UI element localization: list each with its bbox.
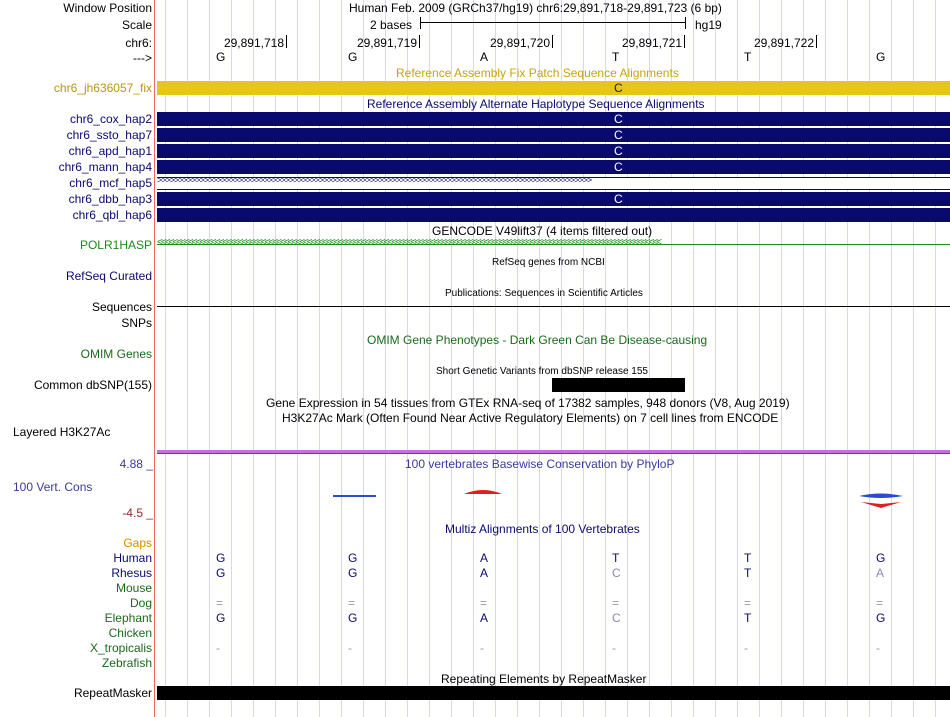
label-separator [154, 0, 155, 717]
species-base: - [480, 641, 484, 655]
species-base: G [876, 611, 886, 625]
fix-patch-base: C [614, 81, 623, 95]
species-base: A [480, 566, 489, 580]
species-base: = [348, 596, 356, 610]
gencode-track-label[interactable]: POLR1HASP [79, 238, 152, 252]
omim-track-label[interactable]: OMIM Genes [80, 347, 152, 361]
gencode-title: GENCODE V49lift37 (4 items filtered out) [432, 224, 653, 238]
phylop-mark-g6-top [859, 494, 903, 499]
species-base: - [744, 641, 748, 655]
species-base: - [348, 641, 352, 655]
alt-hap-track-label[interactable]: chr6_cox_hap2 [69, 112, 152, 126]
grid-line [253, 0, 254, 717]
coordinate-label: 29,891,722 [753, 36, 814, 50]
species-base: A [876, 566, 885, 580]
alt-hap-track-label[interactable]: chr6_ssto_hap7 [66, 128, 152, 142]
repeatmasker-title: Repeating Elements by RepeatMasker [441, 672, 647, 686]
grid-line [187, 0, 188, 717]
fix-patch-title: Reference Assembly Fix Patch Sequence Alignments [396, 66, 679, 80]
alt-hap-title: Reference Assembly Alternate Haplotype Sequence Alignments [367, 97, 705, 111]
species-label[interactable]: Chicken [108, 626, 152, 640]
species-label[interactable]: Rhesus [111, 566, 152, 580]
grid-line [363, 0, 364, 717]
h3k27ac-title: H3K27Ac Mark (Often Found Near Active Regulatory Elements) on 7 cell lines from ENCODE [282, 411, 779, 425]
h3k27ac-track-label[interactable]: Layered H3K27Ac [13, 425, 111, 439]
alt-hap-base: C [614, 160, 623, 174]
species-base: - [612, 641, 616, 655]
coordinate-tick [286, 35, 287, 48]
alt-hap-base: >>>>>>>>>>>>>>>>>>>>>>>>>>>>>>>>>>>>>>>>>>>>>>>>>>>>>>>>>>>>>>>>>>>>>>>>>>>>>>>>>>>>>>>>>>>>>>>>>>>>>> [157, 177, 592, 185]
grid-line [825, 0, 826, 717]
alt-hap-track-label[interactable]: chr6_mann_hap4 [58, 160, 152, 174]
phylop-mark-g2 [333, 495, 376, 497]
multiz-title: Multiz Alignments of 100 Vertebrates [445, 522, 640, 536]
alt-hap-bar[interactable] [157, 192, 950, 206]
coordinate-tick [816, 35, 817, 48]
species-base: G [216, 611, 226, 625]
reference-base: A [480, 50, 489, 64]
grid-line [803, 0, 804, 717]
species-base: G [348, 611, 358, 625]
scale-label: Scale [121, 18, 152, 32]
alt-hap-base: C [614, 192, 623, 206]
reference-base: G [876, 50, 886, 64]
species-base: G [216, 551, 226, 565]
grid-line [869, 0, 870, 717]
species-base: T [612, 551, 620, 565]
repeatmasker-track-label[interactable]: RepeatMasker [73, 686, 152, 700]
species-base: G [348, 566, 358, 580]
alt-hap-bar[interactable] [157, 144, 950, 158]
fix-patch-bar[interactable] [157, 81, 950, 95]
fix-patch-track-label[interactable]: chr6_jh636057_fix [53, 81, 152, 95]
reference-base: T [612, 50, 620, 64]
grid-line [913, 0, 914, 717]
strand-label: ---> [133, 51, 152, 65]
species-base: = [216, 596, 224, 610]
alt-hap-track-label[interactable]: chr6_apd_hap1 [68, 144, 152, 158]
species-label[interactable]: Human [113, 551, 152, 565]
alt-hap-bar[interactable] [157, 128, 950, 142]
reference-base: G [216, 50, 226, 64]
scale-bar [420, 17, 686, 29]
phylop-logo-marks [157, 484, 950, 512]
refseq-track-label[interactable]: RefSeq Curated [65, 269, 152, 283]
alt-hap-track-label[interactable]: chr6_qbl_hap6 [72, 208, 152, 222]
alt-hap-base: C [614, 112, 623, 126]
phylop-title: 100 vertebrates Basewise Conservation by PhyloP [405, 457, 675, 471]
species-base: = [480, 596, 488, 610]
dbsnp-track-label[interactable]: Common dbSNP(155) [33, 378, 152, 392]
grid-line [209, 0, 210, 717]
coordinate-tick [419, 35, 420, 48]
species-label[interactable]: X_tropicalis [89, 641, 152, 655]
omim-title: OMIM Gene Phenotypes - Dark Green Can Be Disease-causing [367, 333, 708, 347]
grid-line [737, 0, 738, 717]
alt-hap-bar[interactable] [157, 160, 950, 174]
scale-value: 2 bases [370, 18, 413, 32]
species-base: T [744, 551, 752, 565]
species-base: C [612, 566, 621, 580]
phylop-mark-g6-bottom [861, 502, 901, 508]
gencode-gene-bar[interactable] [157, 238, 950, 252]
alt-hap-bar[interactable] [157, 208, 950, 222]
species-base: = [876, 596, 884, 610]
coordinate-tick [684, 35, 685, 48]
sequences-track-label[interactable]: Sequences [91, 300, 152, 314]
phylop-min-label: -4.5 _ [122, 506, 153, 520]
species-base: A [480, 551, 489, 565]
grid-line [319, 0, 320, 717]
coordinate-label: 29,891,721 [621, 36, 682, 50]
species-base: G [876, 551, 886, 565]
alt-hap-bar[interactable] [157, 177, 950, 190]
alt-hap-track-label[interactable]: chr6_dbb_hap3 [68, 192, 152, 206]
alt-hap-base: C [614, 144, 623, 158]
scale-db: hg19 [695, 18, 722, 32]
species-base: T [744, 566, 752, 580]
coordinate-tick [552, 35, 553, 48]
coordinate-label: 29,891,720 [489, 36, 550, 50]
alt-hap-bar[interactable] [157, 112, 950, 126]
gencode-strand-arrows: <<<<<<<<<<<<<<<<<<<<<<<<<<<<<<<<<<<<<<<<<<<<<<<<<<<<<<<<<<<<<<<<<<<<<<<<<<<<<<<<<<<<<<<<<<<<<<<<<<<<<<<<<<<<<<<<<<<<<<<<<<<<<<<<<<< [157, 238, 661, 248]
species-base: - [876, 641, 880, 655]
grid-line [781, 0, 782, 717]
reference-base: G [348, 50, 358, 64]
snps-track-label[interactable]: SNPs [121, 316, 152, 330]
chrom-label: chr6: [125, 36, 152, 50]
species-base: G [216, 566, 226, 580]
grid-line [759, 0, 760, 717]
refseq-title: RefSeq genes from NCBI [492, 257, 605, 268]
phylop-track-label[interactable]: 100 Vert. Cons [13, 480, 93, 494]
publications-title: Publications: Sequences in Scientific Articles [445, 288, 643, 299]
multiz-gaps-label: Gaps [123, 536, 152, 550]
species-base: A [480, 611, 489, 625]
window-position-label: Window Position [63, 1, 152, 15]
coordinate-label: 29,891,719 [356, 36, 417, 50]
grid-line [231, 0, 232, 717]
species-base: C [612, 611, 621, 625]
phylop-max-label: 4.88 _ [119, 457, 153, 471]
alt-hap-track-label[interactable]: chr6_mcf_hap5 [69, 176, 152, 190]
species-label[interactable]: Mouse [115, 581, 152, 595]
grid-line [847, 0, 848, 717]
grid-line [715, 0, 716, 717]
species-base: T [744, 611, 752, 625]
coordinate-label: 29,891,718 [223, 36, 284, 50]
species-label[interactable]: Dog [129, 596, 152, 610]
species-base: = [744, 596, 752, 610]
species-label[interactable]: Zebrafish [101, 656, 152, 670]
grid-line [297, 0, 298, 717]
grid-line [165, 0, 166, 717]
sequences-line [157, 306, 950, 307]
reference-base: T [744, 50, 752, 64]
gtex-title: Gene Expression in 54 tissues from GTEx RNA-seq of 17382 samples, 948 donors (V8, Aug 2019) [266, 396, 790, 410]
grid-line [935, 0, 936, 717]
window-position-value: Human Feb. 2009 (GRCh37/hg19) chr6:29,891,718-29,891,723 (6 bp) [349, 1, 722, 15]
species-base: = [612, 596, 620, 610]
dbsnp-title: Short Genetic Variants from dbSNP release 155 [436, 366, 648, 377]
species-base: G [348, 551, 358, 565]
grid-line [891, 0, 892, 717]
species-label[interactable]: Elephant [104, 611, 152, 625]
species-base: - [216, 641, 220, 655]
alt-hap-base: C [614, 128, 623, 142]
h3k27ac-signal[interactable] [157, 450, 950, 454]
grid-line [275, 0, 276, 717]
repeatmasker-bar[interactable] [157, 686, 950, 700]
dbsnp-variant-bar[interactable] [552, 378, 685, 392]
grid-line [341, 0, 342, 717]
phylop-mark-a [464, 490, 502, 494]
